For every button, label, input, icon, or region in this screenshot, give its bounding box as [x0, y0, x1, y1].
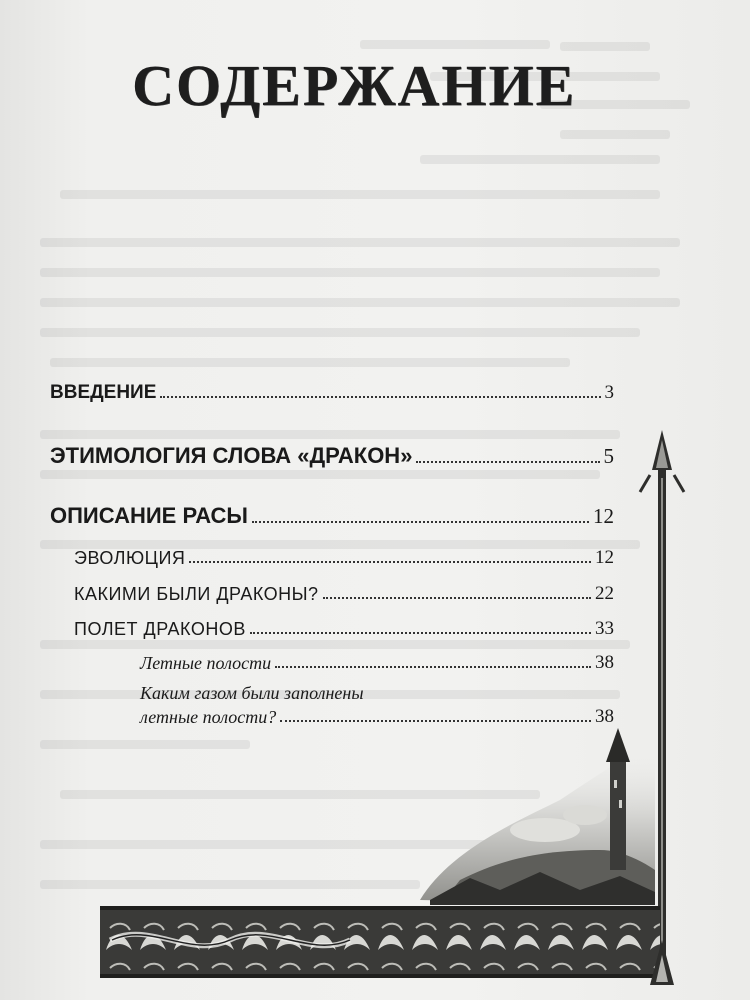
page-title: СОДЕРЖАНИЕ — [132, 53, 577, 118]
toc-page-number: 38 — [595, 652, 614, 673]
ornamental-band — [100, 906, 660, 978]
toc-entry-label: ПОЛЕТ ДРАКОНОВ — [74, 619, 246, 639]
toc-entry-label-line2: летные полости? — [140, 707, 277, 727]
toc-page-number: 22 — [595, 583, 614, 604]
toc-entry-label: ЭТИМОЛОГИЯ СЛОВА «ДРАКОН» — [50, 443, 413, 468]
toc-entry-label: ВВЕДЕНИЕ — [50, 382, 157, 403]
toc-page-number: 3 — [604, 382, 614, 403]
toc-entry-label: ЭВОЛЮЦИЯ — [74, 548, 186, 568]
toc-page-number: 38 — [595, 706, 614, 727]
toc-page-number: 12 — [593, 504, 614, 528]
toc-entry-label-line1[interactable]: Каким газом были заполнены — [140, 683, 364, 703]
toc-entry-label: Летные полости — [140, 653, 272, 673]
castle-landscape-illustration — [420, 728, 655, 905]
toc-entry-label: КАКИМИ БЫЛИ ДРАКОНЫ? — [74, 584, 319, 604]
toc-page-number: 5 — [603, 444, 614, 468]
toc-page-number: 33 — [595, 618, 614, 639]
toc-page-number: 12 — [595, 547, 614, 568]
toc-entry-label: ОПИСАНИЕ РАСЫ — [50, 503, 248, 528]
